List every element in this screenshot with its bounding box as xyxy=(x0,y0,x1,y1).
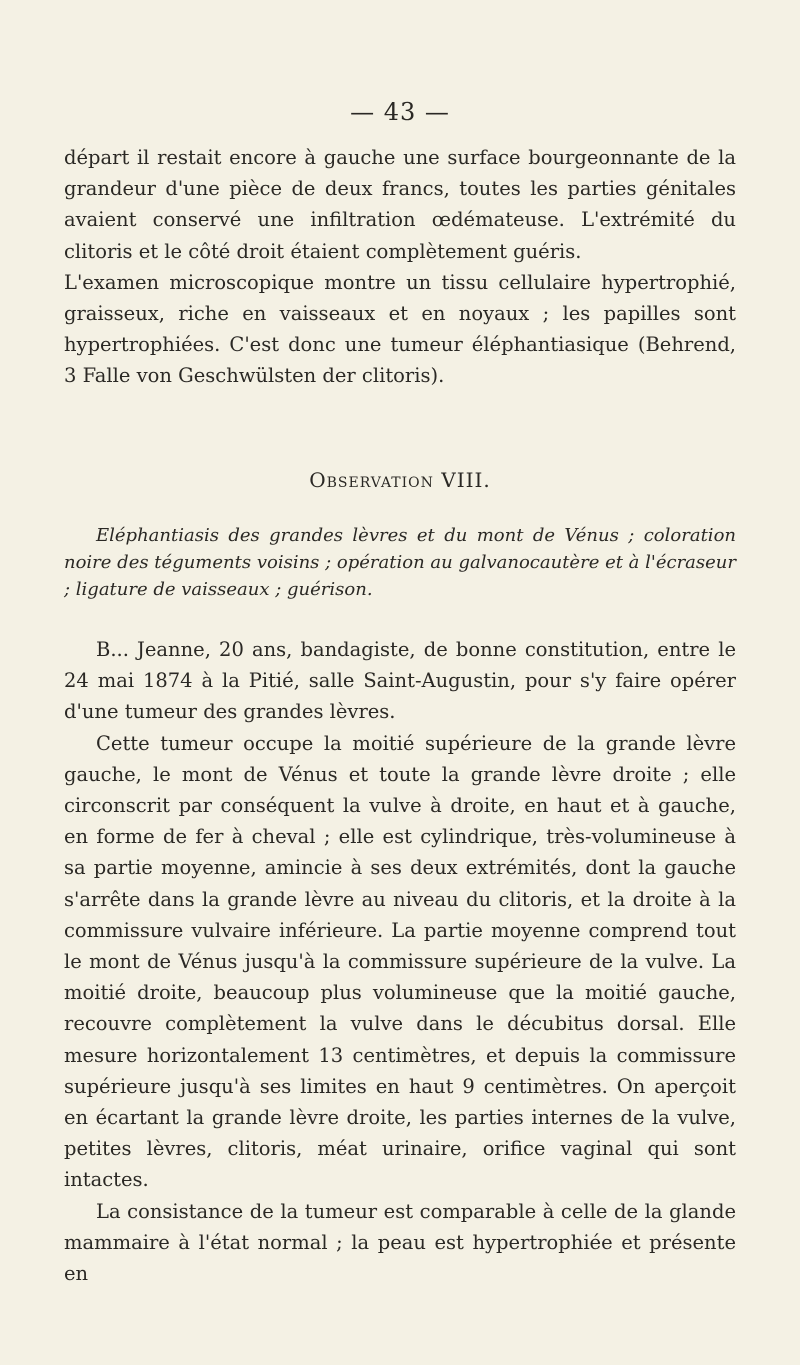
paragraph-case-2: Cette tumeur occupe la moitié supérieure de la grande lèvre gauche, le mont de Vénus et toute la grande lèvre droite ; elle circonscrit par conséquent la vulve à droite, en haut et à gauche, en forme de fer à cheval ; elle est cylindrique, très-volumineuse à sa partie moyenne, amincie à ses deux extrémités, dont la gauche s'arrête dans la grande lèvre au niveau du clitoris, et la droite à la commissure vulvaire inférieure. La partie moyenne comprend tout le mont de Vénus jusqu'à la commissure supérieure de la vulve. La moitié droite, beaucoup plus volumineuse que la moitié gauche, recouvre complètement la vulve dans le décubitus dorsal. Elle mesure horizontalement 13 centimètres, et depuis la commissure supérieure jusqu'à ses limites en haut 9 centimètres. On aperçoit en écartant la grande lèvre droite, les parties internes de la vulve, petites lèvres, clitoris, méat urinaire, orifice vaginal qui sont intactes. xyxy=(64,731,736,1192)
page-number: — 43 — xyxy=(350,98,450,126)
case-text xyxy=(64,634,736,1289)
observation-heading: Observation VIII. xyxy=(309,468,491,492)
paragraph-intro-2: L'examen microscopique montre un tissu cellulaire hypertrophié, graisseux, riche en vaisseaux et en noyaux ; les papilles sont hypertrophiées. C'est donc une tumeur éléphantiasique (Behrend, 3 Falle von Geschwülsten der clitoris). xyxy=(64,270,736,388)
paragraph-case-1: B... Jeanne, 20 ans, bandagiste, de bonne constitution, entre le 24 mai 1874 à la Pitié, salle Saint-Augustin, pour s'y faire opérer d'une tumeur des grandes lèvres. xyxy=(64,638,736,724)
observation-summary: Eléphantiasis des grandes lèvres et du mont de Vénus ; coloration noire des téguments voisins ; opération au galvanocautère et à l'écraseur ; ligature de vaisseaux ; guérison. xyxy=(64,525,736,600)
intro-text xyxy=(64,142,736,392)
paragraph-case-3: La consistance de la tumeur est comparable à celle de la glande mammaire à l'état normal ; la peau est hypertrophiée et présente en xyxy=(64,1199,736,1286)
paragraph-intro-1: départ il restait encore à gauche une surface bourgeonnante de la grandeur d'une pièce de deux francs, toutes les parties génitales avaient conservé une infiltration œdémateuse. L'extrémité du clitoris et le côté droit étaient complètement guéris. xyxy=(64,146,736,263)
